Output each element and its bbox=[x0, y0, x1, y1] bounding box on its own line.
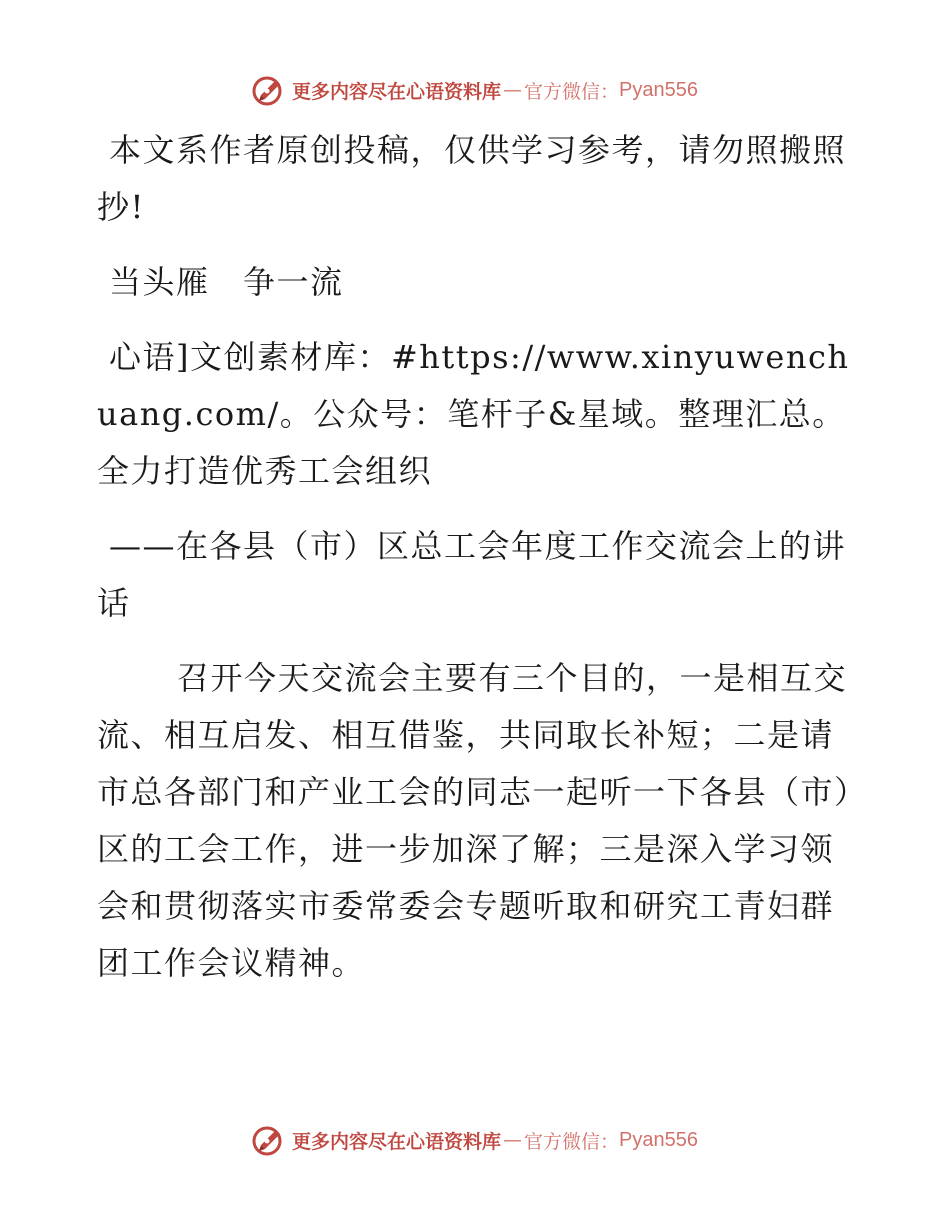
banner-dash: — bbox=[503, 79, 523, 101]
banner-prefix-text: 更多内容尽在心语资料库 bbox=[292, 80, 502, 103]
banner-wechat-id: Pyan556 bbox=[619, 1128, 698, 1151]
pen-logo-icon bbox=[252, 1123, 286, 1157]
banner-wechat-id: Pyan556 bbox=[619, 78, 698, 101]
source-note: 心语]文创素材库：#https://www.xinyuwenchuang.com/。公众号：笔杆子&星域。整理汇总。全力打造优秀工会组织 bbox=[97, 338, 850, 490]
copyright-notice: 本文系作者原创投稿，仅供学习参考，请勿照搬照抄! bbox=[97, 131, 847, 226]
banner-suffix-text: 官方微信： bbox=[524, 1130, 620, 1153]
header-watermark-banner bbox=[0, 70, 950, 110]
banner-dash: — bbox=[503, 1129, 523, 1151]
banner-prefix-text: 更多内容尽在心语资料库 bbox=[292, 1130, 502, 1153]
document-body bbox=[97, 122, 857, 1010]
banner-suffix-text: 官方微信： bbox=[524, 80, 620, 103]
pen-logo-icon bbox=[252, 73, 286, 107]
body-paragraph: 召开今天交流会主要有三个目的，一是相互交流、相互启发、相互借鉴，共同取长补短；二是请市总各部门和产业工会的同志一起听一下各县（市）区的工会工作，进一步加深了解；三是深入学习领会和贯彻落实市委常委会专题听取和研究工青妇群团工作会议精神。 bbox=[97, 659, 852, 982]
footer-watermark-banner bbox=[0, 1120, 950, 1160]
document-heading: 当头雁 争一流 bbox=[109, 263, 344, 301]
document-subtitle: ——在各县（市）区总工会年度工作交流会上的讲话 bbox=[97, 527, 847, 622]
